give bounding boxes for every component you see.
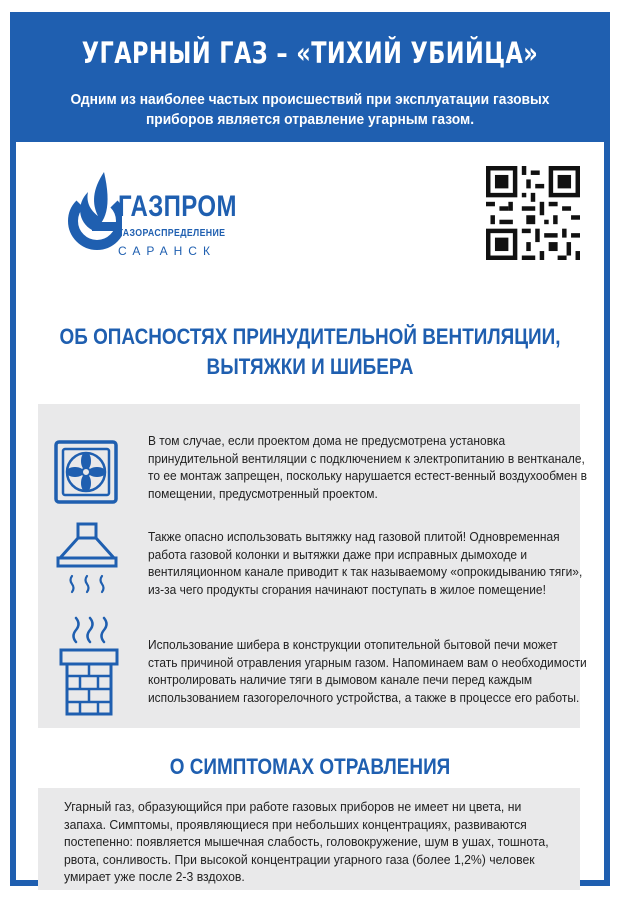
danger-title-line1: ОБ ОПАСНОСТЯХ ПРИНУДИТЕЛЬНОЙ ВЕНТИЛЯЦИИ, (59, 324, 561, 349)
poster-frame (10, 12, 610, 886)
chimney-text: Использование шибера в конструкции отопительной бытовой печи может стать причиной отравления угарным газом. Напоминаем вам о необходимости контролировать наличие тяги в дымовом канале печи перед каждым использованием газогорелочного устройства, а также в процессе его работы. (148, 637, 587, 705)
chimney-icon (58, 614, 120, 718)
brand-city: САРАНСК (118, 244, 216, 258)
ventilation-text: В том случае, если проектом дома не предусмотрена установка принудительной вентиляции с подключением к электропитанию в вентканале, то ее монтаж запрещен, поскольку нарушается естест-венный воздухообмен в помещении, предусмотренный проектом. (148, 433, 587, 501)
qr-code-icon (486, 166, 580, 260)
ventilation-fan-icon (54, 440, 118, 504)
brand-name: ГАЗПРОМ (118, 190, 237, 223)
danger-section-title (57, 322, 563, 382)
gazprom-flame-icon (62, 164, 122, 264)
symptoms-panel (38, 788, 580, 890)
poster-title: УГАРНЫЙ ГАЗ – «ТИХИЙ УБИЙЦА» (81, 36, 539, 70)
danger-panel (38, 404, 587, 728)
gazprom-logo (62, 164, 262, 264)
kitchen-hood-icon (56, 522, 118, 596)
kitchen-hood-text: Также опасно использовать вытяжку над газовой плитой! Одновременная работа газовой колонки и вытяжки даже при исправных дымоходе и вентиляционном канале приводит к так называемому «опрокидыванию тяги», из-за чего продукты сгорания начинают поступать в жилое помещение! (148, 529, 583, 597)
poster-subtitle: Одним из наиболее частых происшествий при эксплуатации газовых приборов является отравление угарным газом. (70, 91, 550, 128)
symptoms-text: Угарный газ, образующийся при работе газовых приборов не имеет ни цвета, ни запаха. Симптомы, проявляющиеся при небольших концентрациях, развиваются постепенно: появляется мышечная слабость, головокружение, шум в ушах, тошнота, рвота, сонливость. При высокой концентрации угарного газа (более 1,2%) человек умирает уже после 2-3 вздохов. (64, 799, 549, 884)
danger-title-line2: ВЫТЯЖКИ И ШИБЕРА (206, 354, 414, 379)
brand-subtitle: ГАЗОРАСПРЕДЕЛЕНИЕ (118, 228, 226, 239)
symptoms-section-title: О СИМПТОМАХ ОТРАВЛЕНИЯ (169, 754, 451, 779)
header-banner (16, 18, 604, 142)
